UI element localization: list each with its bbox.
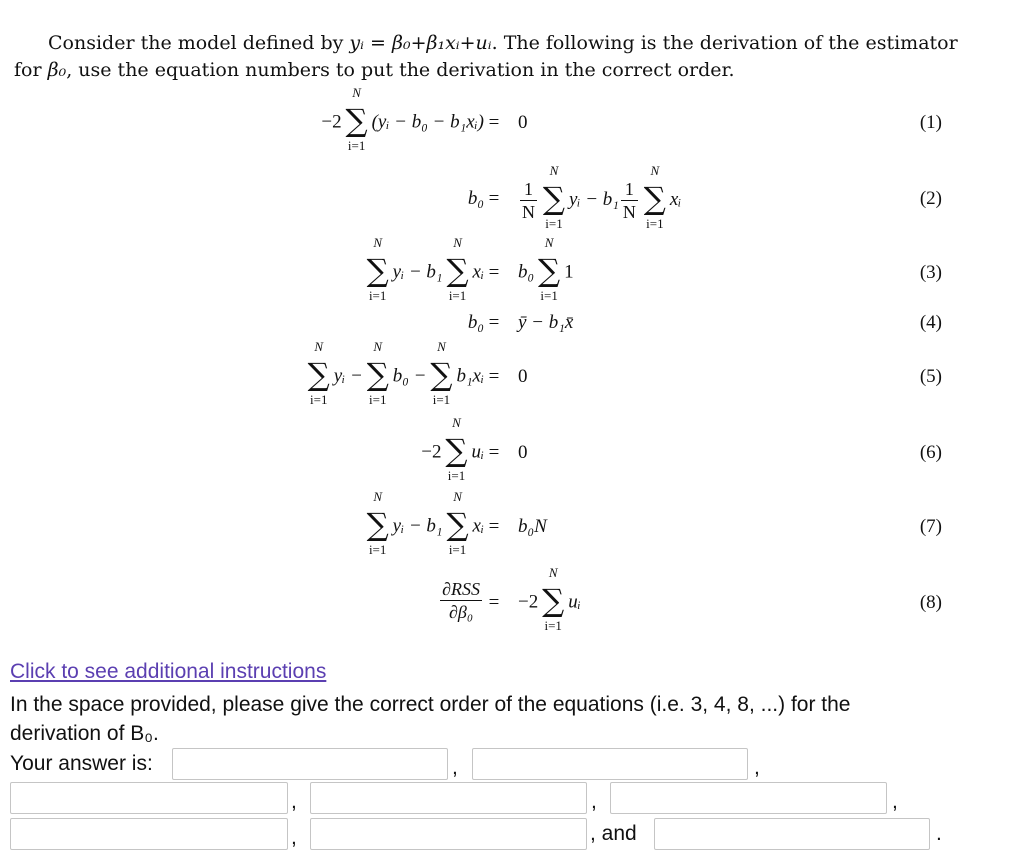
equation-number: (5) [919,366,942,387]
sum-symbol: N ∑ i=1 [345,85,368,153]
comma-separator: , [892,790,898,813]
equation-number: (7) [919,516,942,537]
equation-number: (4) [919,312,942,333]
equation-3: N ∑ i=1 yᵢ − b₁ N ∑ i=1 xᵢ = b₀ N ∑ i=1 1 (3) [366,235,942,303]
instructions-text: In the space provided, please give the correct order of the equations (i.e. 3, 4, 8, ...) for the derivation of B₀. [10,693,851,745]
equation-4: b₀ = ȳ − b₁x̄ (4) [467,312,942,333]
equation-6: −2 N ∑ i=1 uᵢ = 0 (6) [421,415,942,483]
equation-number: (1) [919,112,942,133]
answer-input-4[interactable] [310,782,587,814]
equation-1: −2 N ∑ i=1 (yᵢ − b₀ − b₁xᵢ) = 0 (1) [321,85,942,153]
problem-statement: Consider the model defined by yᵢ = β₀+β₁xᵢ+uᵢ. The following is the derivation of the estimator for β₀, use the equation numbers to put the derivation in the correct order. [14,32,958,81]
equation-number: (8) [919,592,942,613]
answer-input-5[interactable] [610,782,887,814]
equation-number: (2) [919,188,942,209]
period: . [936,822,942,845]
model-formula: yᵢ = β₀+β₁xᵢ+uᵢ [349,32,492,54]
answer-input-8[interactable] [654,818,930,850]
equation-2: b₀ = $\frac{1}{N}$ N ∑ i=1 yᵢ − b₁ $\frac{1}{N}$ N ∑ i=1 xᵢ (2) [467,162,942,231]
comma-separator: , [754,756,760,779]
equation-7: N ∑ i=1 yᵢ − b₁ N ∑ i=1 xᵢ = b₀N (7) [366,489,942,557]
comma-separator: , [452,756,458,779]
answer-input-3[interactable] [10,782,288,814]
equation-5: N ∑ i=1 yᵢ − N ∑ i=1 b₀ − N ∑ i=1 b₁xᵢ = 0 (5) [307,339,942,407]
answer-label: Your answer is: [10,752,153,775]
comma-separator: , [291,826,297,849]
and-label: , and [590,822,637,845]
equation-8: $\frac{\text{∂RSS}}{\text{∂β₀}}$ = −2 N ∑ i=1 uᵢ (8) [442,565,942,633]
equation-number: (6) [919,442,942,463]
comma-separator: , [591,790,597,813]
additional-instructions-link[interactable]: Click to see additional instructions [10,660,327,683]
answer-input-7[interactable] [310,818,587,850]
answer-input-1[interactable] [172,748,448,780]
answer-input-2[interactable] [472,748,748,780]
equation-number: (3) [919,262,942,283]
answer-input-6[interactable] [10,818,288,850]
comma-separator: , [291,790,297,813]
